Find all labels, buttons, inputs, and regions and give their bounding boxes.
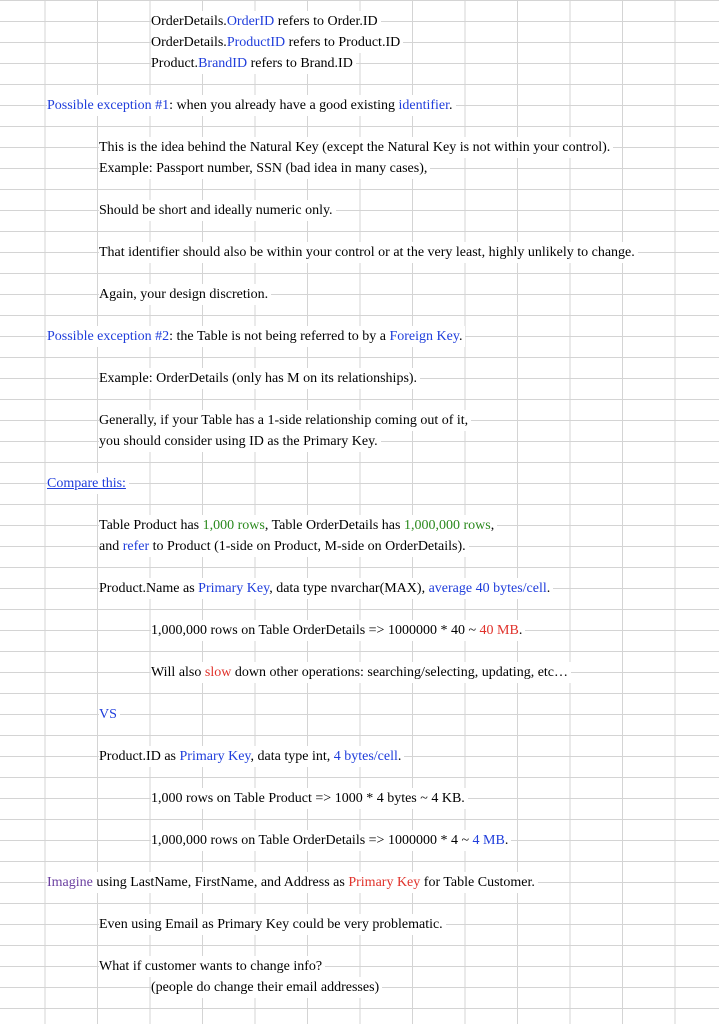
slow-line: Will also slow down other operations: searching/selecting, updating, etc… xyxy=(151,662,571,683)
one-side-line: Generally, if your Table has a 1-side relationship coming out of it, xyxy=(99,410,471,431)
email-change-note-line: (people do change their email addresses) xyxy=(151,977,382,998)
size-40mb-line: 1,000,000 rows on Table OrderDetails => 1000000 * 40 ~ 40 MB. xyxy=(151,620,525,641)
vs-label: VS xyxy=(99,704,120,725)
size-4kb-line: 1,000 rows on Table Product => 1000 * 4 bytes ~ 4 KB. xyxy=(151,788,468,809)
exception-1-heading: Possible exception #1: when you already have a good existing identifier. xyxy=(47,95,456,116)
change-info-line: What if customer wants to change info? xyxy=(99,956,325,977)
compare-this-link[interactable]: Compare this: xyxy=(47,473,129,494)
refer-line: and refer to Product (1-side on Product, M-side on OrderDetails). xyxy=(99,536,469,557)
within-control-line: That identifier should also be within your control or at the very least, highly unlikely to change. xyxy=(99,242,638,263)
name-as-pk-line: Product.Name as Primary Key, data type nvarchar(MAX), average 40 bytes/cell. xyxy=(99,578,553,599)
id-as-pk-line: Product.ID as Primary Key, data type int, 4 bytes/cell. xyxy=(99,746,404,767)
email-pk-line: Even using Email as Primary Key could be very problematic. xyxy=(99,914,446,935)
fk-productid-line: OrderDetails.ProductID refers to Product.ID xyxy=(151,32,403,53)
design-discretion-line: Again, your design discretion. xyxy=(99,284,271,305)
short-numeric-line: Should be short and ideally numeric only. xyxy=(99,200,336,221)
natural-key-line: This is the idea behind the Natural Key (except the Natural Key is not within your control). xyxy=(99,137,613,158)
orderdetails-example-line: Example: OrderDetails (only has M on its relationships). xyxy=(99,368,420,389)
consider-id-line: you should consider using ID as the Primary Key. xyxy=(99,431,381,452)
exception-2-heading: Possible exception #2: the Table is not being referred to by a Foreign Key. xyxy=(47,326,465,347)
size-4mb-line: 1,000,000 rows on Table OrderDetails => 1000000 * 4 ~ 4 MB. xyxy=(151,830,511,851)
fk-brandid-line: Product.BrandID refers to Brand.ID xyxy=(151,53,356,74)
imagine-line: Imagine using LastName, FirstName, and Address as Primary Key for Table Customer. xyxy=(47,872,538,893)
table-rows-line: Table Product has 1,000 rows, Table OrderDetails has 1,000,000 rows, xyxy=(99,515,497,536)
natural-key-example-line: Example: Passport number, SSN (bad idea in many cases), xyxy=(99,158,430,179)
fk-orderid-line: OrderDetails.OrderID refers to Order.ID xyxy=(151,11,381,32)
